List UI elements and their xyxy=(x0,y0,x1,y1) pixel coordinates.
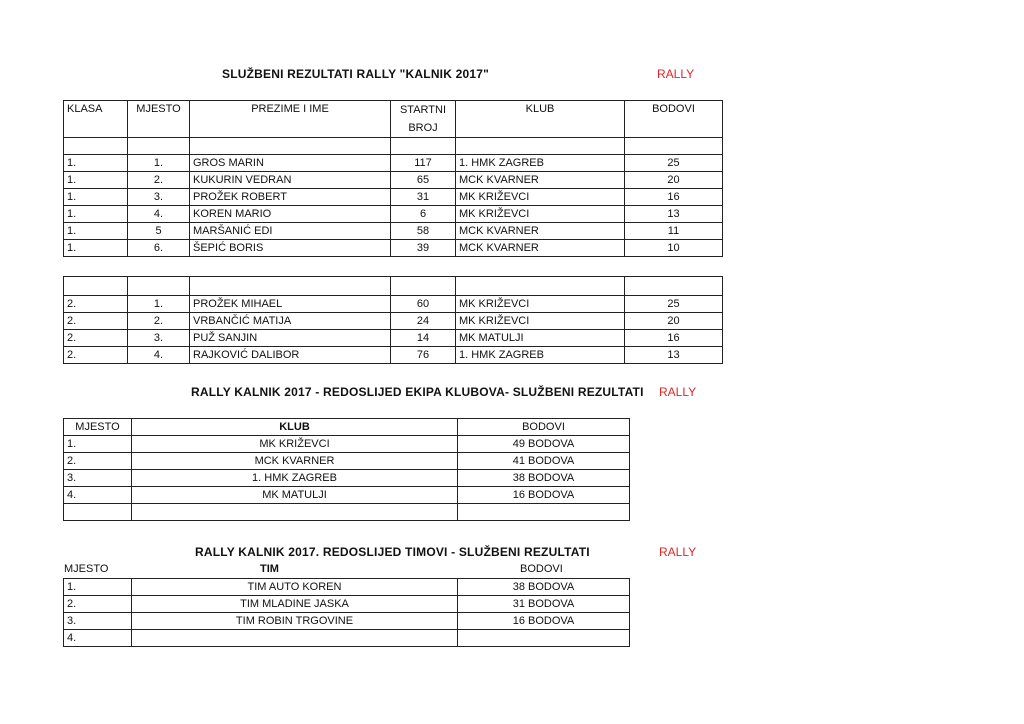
page-title: SLUŽBENI REZULTATI RALLY "KALNIK 2017" xyxy=(222,67,490,81)
cell-broj: 117 xyxy=(391,155,456,172)
spacer-row xyxy=(64,138,723,155)
teams-col-tim: TIM xyxy=(260,563,279,575)
col-ime: PREZIME I IME xyxy=(190,101,391,138)
cell-mjesto: 2. xyxy=(128,172,190,189)
cell-ime: ŠEPIĆ BORIS xyxy=(190,240,391,257)
cell-tim: TIM AUTO KOREN xyxy=(132,579,458,596)
cell-klub: MK KRIŽEVCI xyxy=(456,313,625,330)
header-row xyxy=(64,419,630,436)
results-table-class2 xyxy=(63,276,723,364)
col-broj: BROJ xyxy=(408,122,438,134)
teams-title: RALLY KALNIK 2017. REDOSLIJED TIMOVI - SLUŽBENI REZULTATI xyxy=(195,545,590,559)
cell-klasa: 2. xyxy=(64,330,128,347)
col-mjesto: MJESTO xyxy=(128,101,190,138)
col-startni-broj xyxy=(391,101,456,138)
table-row xyxy=(64,189,723,206)
cell-tim: TIM MLADINE JASKA xyxy=(132,596,458,613)
cell-broj: 58 xyxy=(391,223,456,240)
cell-klasa: 1. xyxy=(64,189,128,206)
cell-mjesto: 1. xyxy=(64,436,132,453)
table-row xyxy=(64,296,723,313)
cell-ime: PUŽ SANJIN xyxy=(190,330,391,347)
cell-bodovi: 10 xyxy=(625,240,723,257)
cell-bodovi: 38 BODOVA xyxy=(458,470,630,487)
cell-klasa: 1. xyxy=(64,172,128,189)
cell-mjesto: 4. xyxy=(128,206,190,223)
cell-bodovi: 16 BODOVA xyxy=(458,613,630,630)
cell-bodovi: 31 BODOVA xyxy=(458,596,630,613)
cell-klub: MCK KVARNER xyxy=(456,223,625,240)
cell-bodovi: 20 xyxy=(625,172,723,189)
cell-klub: MCK KVARNER xyxy=(456,172,625,189)
cell-klub: MK KRIŽEVCI xyxy=(456,296,625,313)
col-klub: KLUB xyxy=(456,101,625,138)
clubs-rally-tag: RALLY xyxy=(659,385,697,399)
cell-bodovi: 13 xyxy=(625,347,723,364)
cell-broj: 14 xyxy=(391,330,456,347)
teams-col-bodovi: BODOVI xyxy=(520,563,563,575)
cell-bodovi: 16 BODOVA xyxy=(458,487,630,504)
cell-tim xyxy=(132,630,458,647)
spacer-row xyxy=(64,504,630,521)
cell-bodovi: 20 xyxy=(625,313,723,330)
cell-broj: 31 xyxy=(391,189,456,206)
cell-bodovi: 49 BODOVA xyxy=(458,436,630,453)
col-klasa: KLASA xyxy=(64,101,128,138)
table-row xyxy=(64,579,630,596)
cell-klasa: 1. xyxy=(64,240,128,257)
col-mjesto: MJESTO xyxy=(64,419,132,436)
cell-klub: MK MATULJI xyxy=(456,330,625,347)
cell-ime: MARŠANIĆ EDI xyxy=(190,223,391,240)
col-klub: KLUB xyxy=(132,419,458,436)
cell-ime: KUKURIN VEDRAN xyxy=(190,172,391,189)
cell-broj: 39 xyxy=(391,240,456,257)
cell-ime: RAJKOVIĆ DALIBOR xyxy=(190,347,391,364)
cell-klub: MCK KVARNER xyxy=(132,453,458,470)
cell-klasa: 2. xyxy=(64,347,128,364)
cell-mjesto: 1. xyxy=(128,155,190,172)
table-row xyxy=(64,630,630,647)
table-row xyxy=(64,436,630,453)
cell-ime: GROS MARIN xyxy=(190,155,391,172)
cell-klasa: 1. xyxy=(64,206,128,223)
cell-bodovi: 11 xyxy=(625,223,723,240)
cell-klub: MK KRIŽEVCI xyxy=(456,206,625,223)
cell-mjesto: 6. xyxy=(128,240,190,257)
cell-mjesto: 3. xyxy=(64,470,132,487)
teams-table xyxy=(63,578,630,647)
cell-bodovi xyxy=(458,630,630,647)
cell-mjesto: 1. xyxy=(64,579,132,596)
cell-klub: MCK KVARNER xyxy=(456,240,625,257)
cell-klasa: 1. xyxy=(64,223,128,240)
table-row xyxy=(64,487,630,504)
cell-mjesto: 4. xyxy=(64,630,132,647)
cell-klub: MK KRIŽEVCI xyxy=(456,189,625,206)
cell-broj: 60 xyxy=(391,296,456,313)
results-table-class1 xyxy=(63,100,723,257)
table-row xyxy=(64,453,630,470)
teams-col-mjesto: MJESTO xyxy=(64,563,109,575)
cell-klasa: 2. xyxy=(64,296,128,313)
table-row xyxy=(64,223,723,240)
cell-broj: 76 xyxy=(391,347,456,364)
teams-rally-tag: RALLY xyxy=(659,545,697,559)
cell-ime: PROŽEK MIHAEL xyxy=(190,296,391,313)
col-bodovi: BODOVI xyxy=(625,101,723,138)
header-row xyxy=(64,101,723,138)
table-row xyxy=(64,172,723,189)
cell-broj: 24 xyxy=(391,313,456,330)
cell-klub: MK KRIŽEVCI xyxy=(132,436,458,453)
cell-klub: 1. HMK ZAGREB xyxy=(132,470,458,487)
cell-klub: 1. HMK ZAGREB xyxy=(456,155,625,172)
cell-mjesto: 3. xyxy=(128,330,190,347)
cell-klasa: 2. xyxy=(64,313,128,330)
col-startni: STARTNI xyxy=(399,104,447,116)
cell-klub: 1. HMK ZAGREB xyxy=(456,347,625,364)
cell-bodovi: 16 xyxy=(625,189,723,206)
table-row xyxy=(64,596,630,613)
cell-bodovi: 25 xyxy=(625,155,723,172)
cell-mjesto: 2. xyxy=(128,313,190,330)
table-row xyxy=(64,313,723,330)
rally-tag: RALLY xyxy=(657,67,695,81)
cell-klasa: 1. xyxy=(64,155,128,172)
cell-mjesto: 3. xyxy=(128,189,190,206)
cell-broj: 65 xyxy=(391,172,456,189)
cell-ime: KOREN MARIO xyxy=(190,206,391,223)
cell-bodovi: 41 BODOVA xyxy=(458,453,630,470)
cell-bodovi: 16 xyxy=(625,330,723,347)
cell-broj: 6 xyxy=(391,206,456,223)
cell-mjesto: 2. xyxy=(64,596,132,613)
cell-klub: MK MATULJI xyxy=(132,487,458,504)
cell-bodovi: 38 BODOVA xyxy=(458,579,630,596)
table-row xyxy=(64,330,723,347)
clubs-table xyxy=(63,418,630,521)
table-row xyxy=(64,613,630,630)
cell-mjesto: 2. xyxy=(64,453,132,470)
cell-tim: TIM ROBIN TRGOVINE xyxy=(132,613,458,630)
cell-mjesto: 3. xyxy=(64,613,132,630)
cell-bodovi: 13 xyxy=(625,206,723,223)
table-row xyxy=(64,347,723,364)
clubs-title: RALLY KALNIK 2017 - REDOSLIJED EKIPA KLUBOVA- SLUŽBENI REZULTATI xyxy=(191,385,644,399)
col-bodovi: BODOVI xyxy=(458,419,630,436)
cell-mjesto: 5 xyxy=(128,223,190,240)
spacer-row xyxy=(64,277,723,296)
cell-ime: VRBANČIĆ MATIJA xyxy=(190,313,391,330)
table-row xyxy=(64,240,723,257)
table-row xyxy=(64,470,630,487)
table-row xyxy=(64,206,723,223)
cell-mjesto: 4. xyxy=(64,487,132,504)
cell-mjesto: 4. xyxy=(128,347,190,364)
cell-bodovi: 25 xyxy=(625,296,723,313)
cell-mjesto: 1. xyxy=(128,296,190,313)
cell-ime: PROŽEK ROBERT xyxy=(190,189,391,206)
table-row xyxy=(64,155,723,172)
